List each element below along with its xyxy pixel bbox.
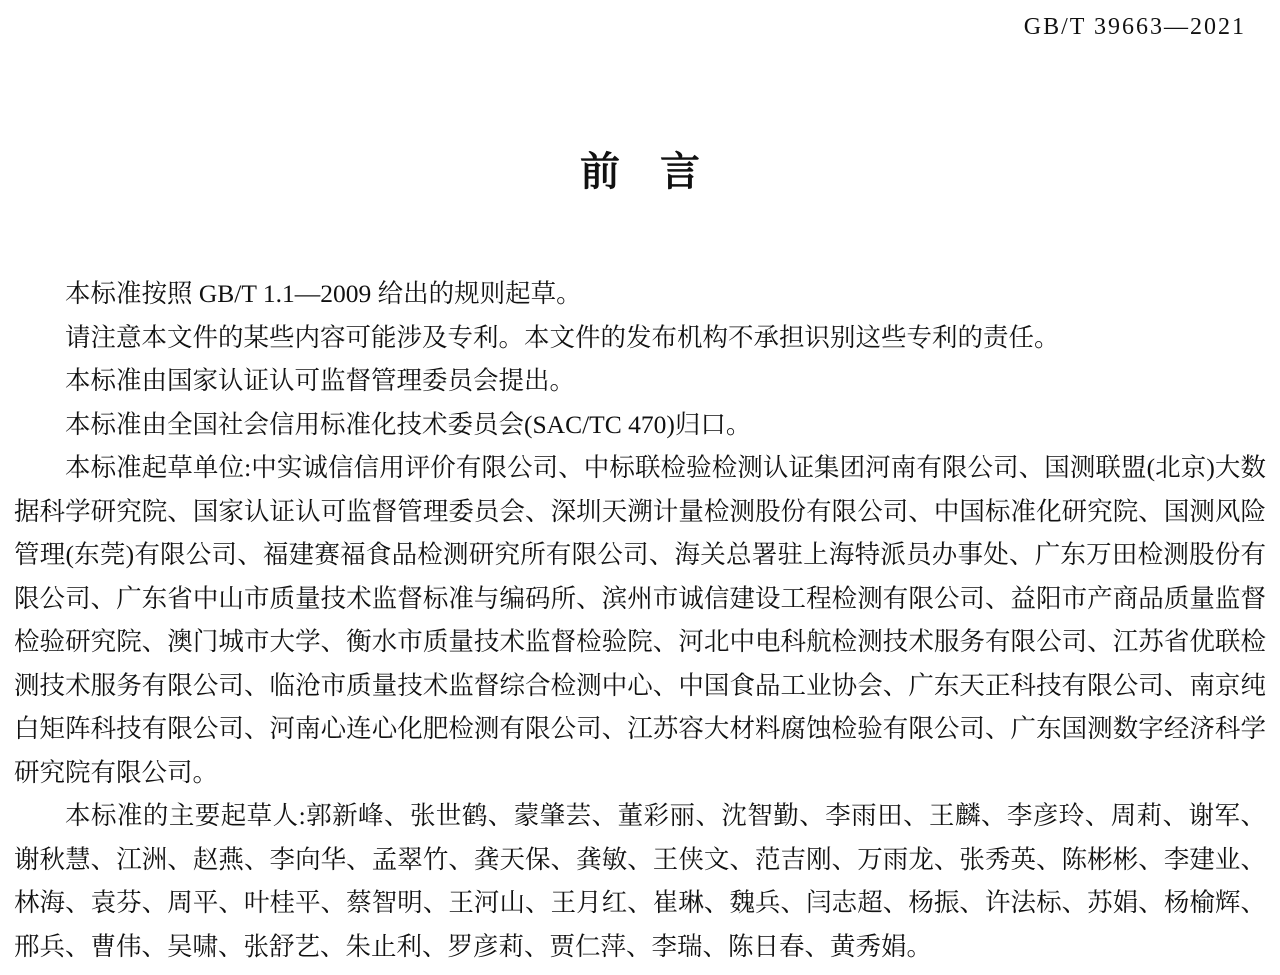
foreword-line-1: 本标准按照 GB/T 1.1—2009 给出的规则起草。	[65, 279, 582, 308]
standard-number: GB/T 39663—2021	[1023, 14, 1246, 40]
page-title: 前言	[580, 149, 740, 194]
page-header	[1024, 14, 1246, 41]
foreword-line-3: 本标准由国家认证认可监督管理委员会提出。	[65, 366, 576, 395]
drafters-paragraph: 本标准的主要起草人:郭新峰、张世鹤、蒙肇芸、董彩丽、沈智勤、李雨田、王麟、李彦玲、周莉、谢军、谢秋慧、江洲、赵燕、李向华、孟翠竹、龚天保、龚敏、王侠文、范吉刚、万雨龙、张秀英、陈彬彬、李建业、林海、袁芬、周平、叶桂平、蔡智明、王河山、王月红、崔琳、魏兵、闫志超、杨振、许法标、苏娟、杨榆辉、邢兵、曹伟、吴啸、张舒艺、朱止利、罗彦莉、贾仁萍、李瑞、陈日春、黄秀娟。	[14, 801, 1266, 961]
foreword-line-2: 请注意本文件的某些内容可能涉及专利。本文件的发布机构不承担识别这些专利的责任。	[65, 322, 1060, 352]
foreword-content	[14, 272, 1266, 968]
drafting-units-paragraph: 本标准起草单位:中实诚信信用评价有限公司、中标联检验检测认证集团河南有限公司、国测联盟(北京)大数据科学研究院、国家认证认可监督管理委员会、深圳天溯计量检测股份有限公司、中国标准化研究院、国测风险管理(东莞)有限公司、福建赛福食品检测研究所有限公司、海关总署驻上海特派员办事处、广东万田检测股份有限公司、广东省中山市质量技术监督标准与编码所、滨州市诚信建设工程检测有限公司、益阳市产商品质量监督检验研究院、澳门城市大学、衡水市质量技术监督检验院、河北中电科航检测技术服务有限公司、江苏省优联检测技术服务有限公司、临沧市质量技术监督综合检测中心、中国食品工业协会、广东天正科技有限公司、南京纯白矩阵科技有限公司、河南心连心化肥检测有限公司、江苏容大材料腐蚀检验有限公司、广东国测数字经济科学研究院有限公司。	[14, 453, 1266, 787]
foreword-line-4: 本标准由全国社会信用标准化技术委员会(SAC/TC 470)归口。	[65, 409, 752, 439]
